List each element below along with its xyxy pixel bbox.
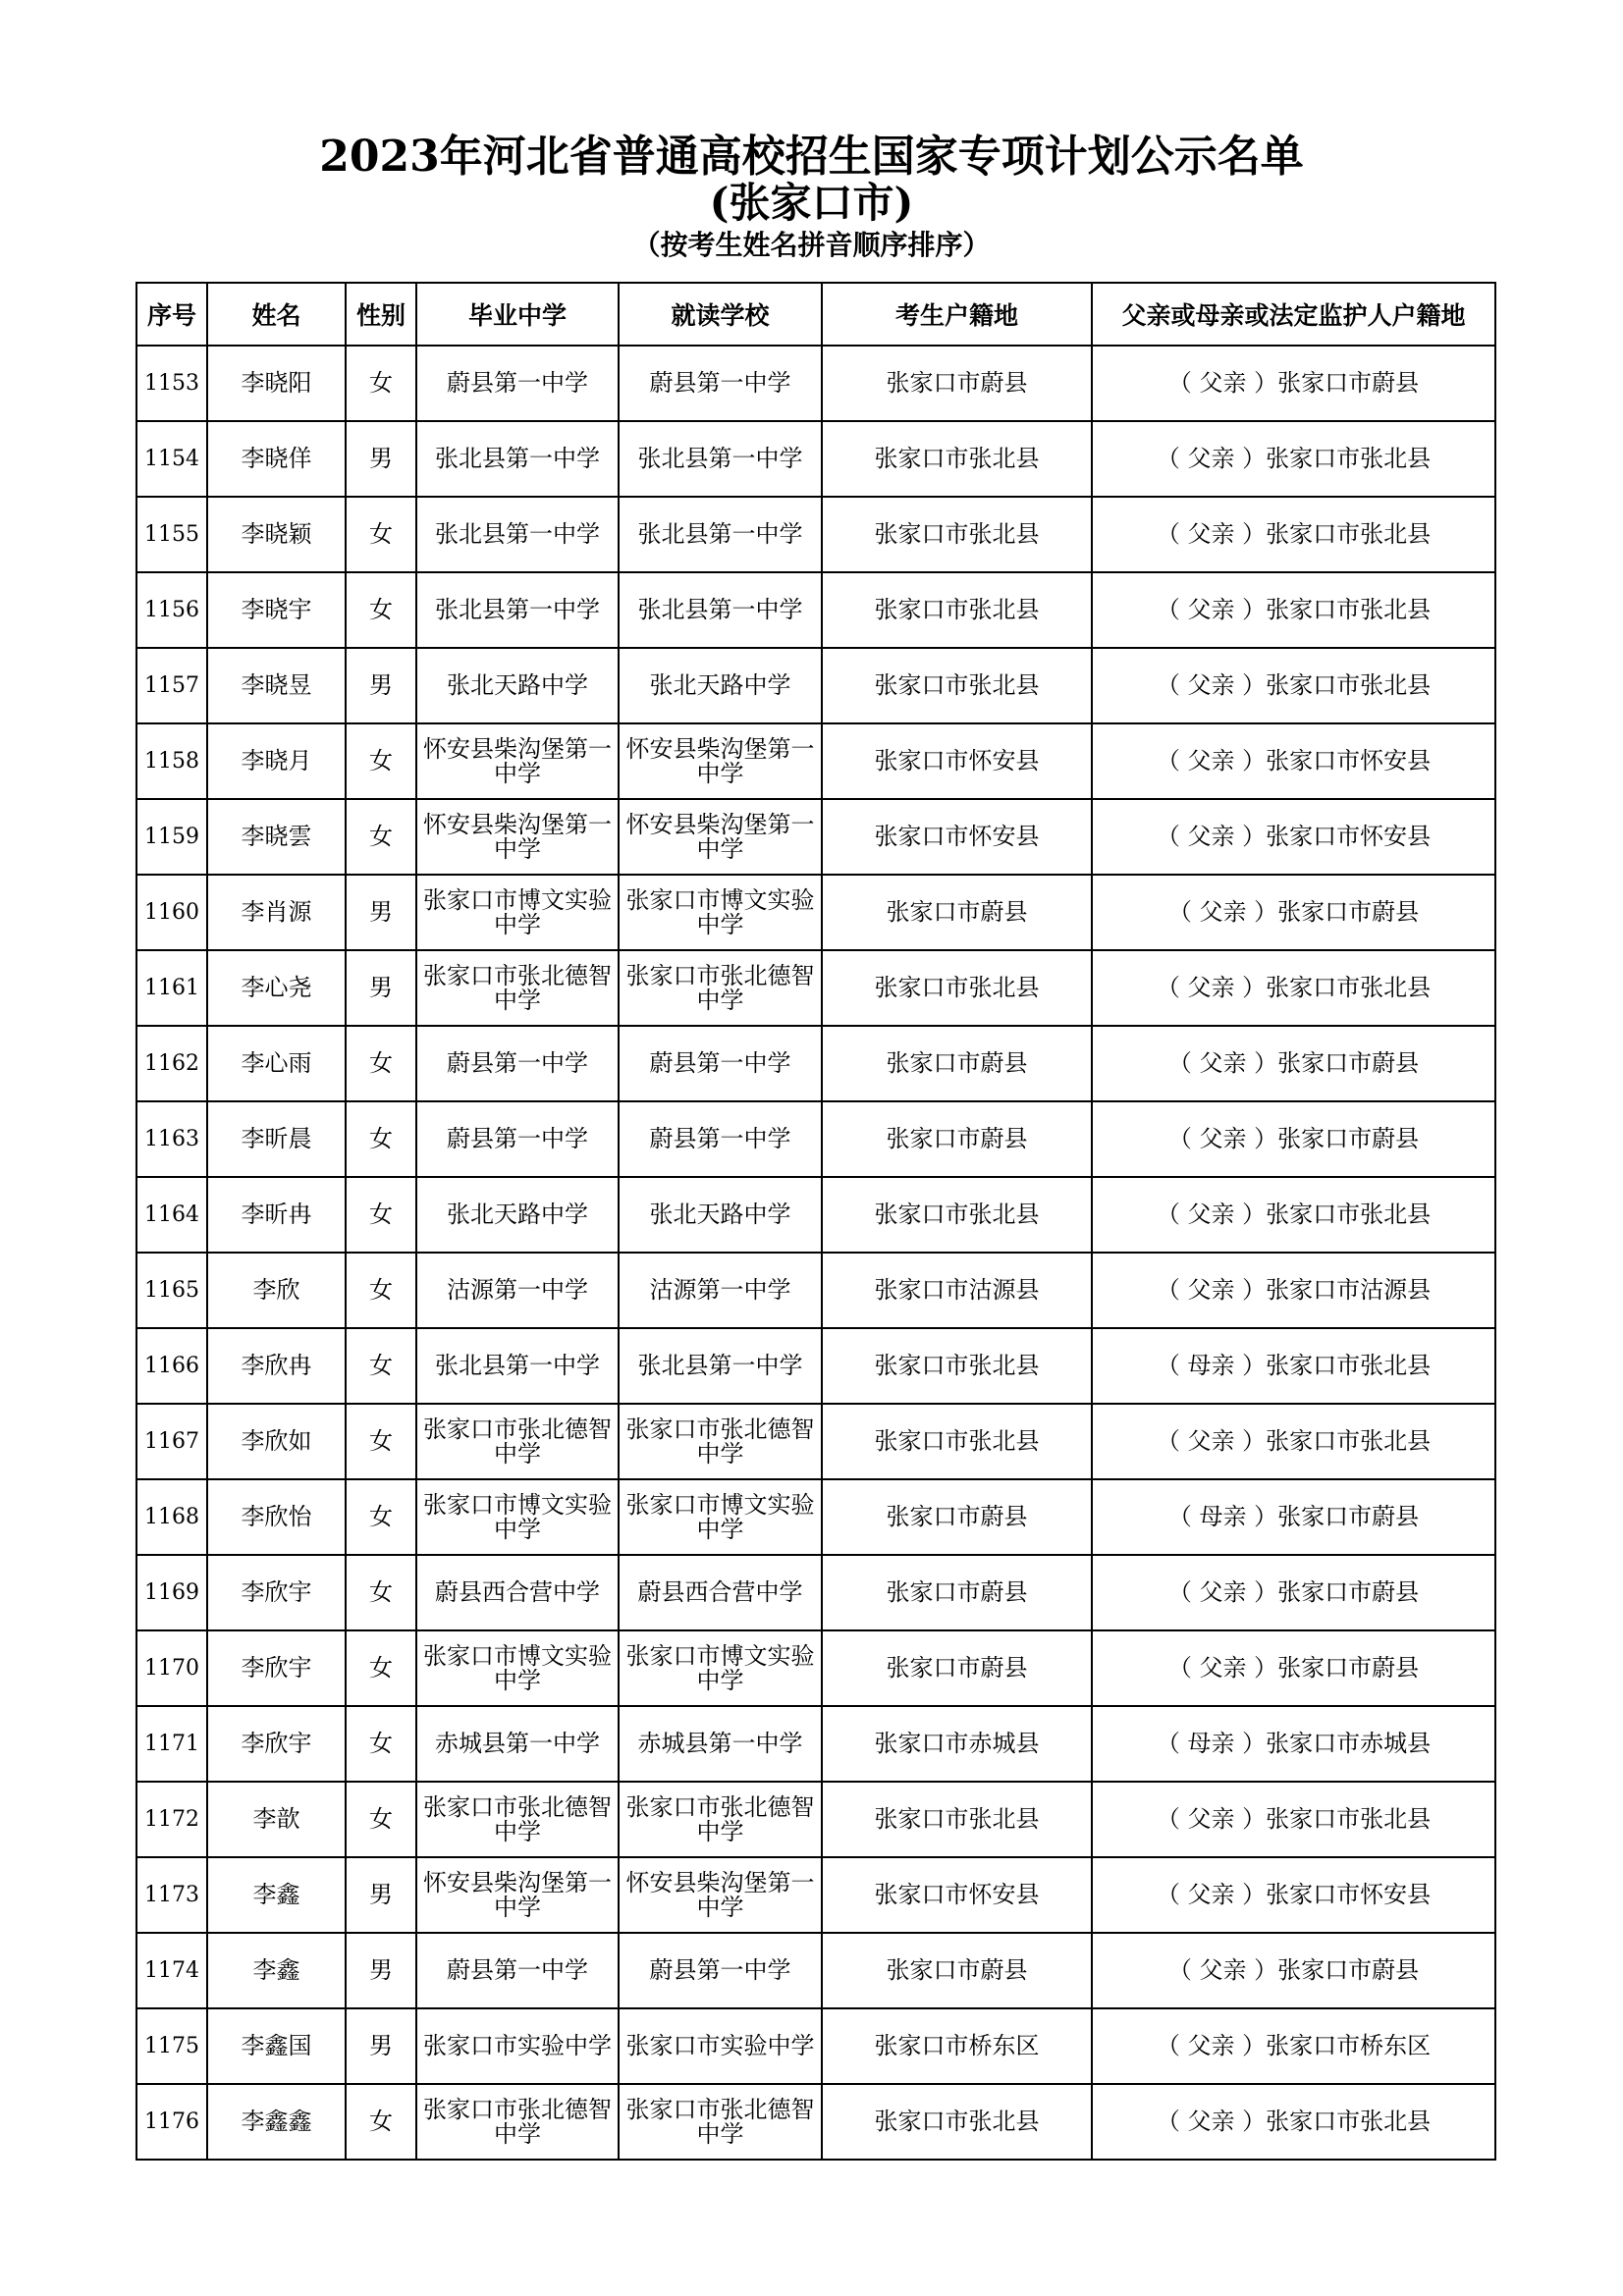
cell-gender: 女: [346, 1555, 416, 1630]
cell-current-school: 蔚县西合营中学: [619, 1555, 822, 1630]
cell-student-hukou: 张家口市张北县: [822, 1404, 1092, 1479]
cell-name: 李晓佯: [207, 421, 346, 497]
cell-name: 李晓昱: [207, 648, 346, 723]
page-subtitle: (张家口市): [709, 179, 914, 227]
table-row: [136, 1177, 1495, 1253]
cell-grad-school: 张家口市张北德智中学: [416, 2084, 619, 2160]
table-row: [136, 723, 1495, 799]
cell-gender: 女: [346, 346, 416, 421]
cell-gender: 女: [346, 1630, 416, 1706]
table-row: [136, 2084, 1495, 2160]
cell-current-school: 张家口市张北德智中学: [619, 2084, 822, 2160]
cell-name: 李鑫国: [207, 2008, 346, 2084]
cell-gender: 女: [346, 497, 416, 572]
cell-student-hukou: 张家口市蔚县: [822, 1479, 1092, 1555]
cell-gender: 男: [346, 950, 416, 1026]
cell-grad-school: 蔚县第一中学: [416, 346, 619, 421]
cell-student-hukou: 张家口市蔚县: [822, 875, 1092, 950]
cell-grad-school: 蔚县西合营中学: [416, 1555, 619, 1630]
cell-grad-school: 张北天路中学: [416, 1177, 619, 1253]
cell-student-hukou: 张家口市张北县: [822, 1328, 1092, 1404]
cell-student-hukou: 张家口市蔚县: [822, 1101, 1092, 1177]
column-header-student-hukou: 考生户籍地: [822, 283, 1092, 346]
cell-name: 李欣宇: [207, 1706, 346, 1782]
roster-table: [135, 282, 1496, 2161]
cell-guardian-hukou: （ 母亲 ）张家口市张北县: [1092, 1328, 1495, 1404]
cell-current-school: 张家口市博文实验中学: [619, 875, 822, 950]
sort-note: （按考生姓名拼音顺序排序）: [632, 229, 991, 261]
cell-name: 李欣宇: [207, 1630, 346, 1706]
cell-seq: 1158: [136, 723, 207, 799]
table-row: [136, 1706, 1495, 1782]
cell-grad-school: 张家口市博文实验中学: [416, 1630, 619, 1706]
cell-current-school: 蔚县第一中学: [619, 1933, 822, 2008]
cell-current-school: 蔚县第一中学: [619, 1101, 822, 1177]
cell-name: 李晓雲: [207, 799, 346, 875]
cell-guardian-hukou: （ 父亲 ）张家口市蔚县: [1092, 875, 1495, 950]
cell-gender: 男: [346, 2008, 416, 2084]
table-row: [136, 1782, 1495, 1857]
cell-gender: 女: [346, 723, 416, 799]
cell-gender: 女: [346, 1101, 416, 1177]
table-row: [136, 497, 1495, 572]
cell-guardian-hukou: （ 父亲 ）张家口市张北县: [1092, 950, 1495, 1026]
cell-student-hukou: 张家口市怀安县: [822, 1857, 1092, 1933]
cell-current-school: 张北县第一中学: [619, 1328, 822, 1404]
column-header-gender: 性别: [346, 283, 416, 346]
cell-current-school: 张北天路中学: [619, 1177, 822, 1253]
cell-guardian-hukou: （ 父亲 ）张家口市沽源县: [1092, 1253, 1495, 1328]
cell-student-hukou: 张家口市怀安县: [822, 799, 1092, 875]
cell-guardian-hukou: （ 父亲 ）张家口市张北县: [1092, 421, 1495, 497]
cell-grad-school: 沽源第一中学: [416, 1253, 619, 1328]
cell-student-hukou: 张家口市张北县: [822, 421, 1092, 497]
cell-name: 李心尧: [207, 950, 346, 1026]
cell-gender: 女: [346, 799, 416, 875]
cell-grad-school: 张家口市张北德智中学: [416, 1404, 619, 1479]
cell-gender: 男: [346, 1933, 416, 2008]
cell-seq: 1154: [136, 421, 207, 497]
table-row: [136, 1555, 1495, 1630]
table-row: [136, 1857, 1495, 1933]
cell-seq: 1157: [136, 648, 207, 723]
cell-gender: 女: [346, 1479, 416, 1555]
cell-gender: 男: [346, 1857, 416, 1933]
cell-grad-school: 怀安县柴沟堡第一中学: [416, 1857, 619, 1933]
cell-seq: 1156: [136, 572, 207, 648]
cell-seq: 1169: [136, 1555, 207, 1630]
cell-guardian-hukou: （ 父亲 ）张家口市张北县: [1092, 572, 1495, 648]
table-row: [136, 1026, 1495, 1101]
cell-name: 李肖源: [207, 875, 346, 950]
cell-grad-school: 怀安县柴沟堡第一中学: [416, 799, 619, 875]
cell-seq: 1175: [136, 2008, 207, 2084]
table-row: [136, 799, 1495, 875]
table-row: [136, 950, 1495, 1026]
cell-student-hukou: 张家口市张北县: [822, 950, 1092, 1026]
cell-current-school: 张家口市博文实验中学: [619, 1630, 822, 1706]
cell-current-school: 张家口市张北德智中学: [619, 950, 822, 1026]
table-row: [136, 421, 1495, 497]
cell-grad-school: 张家口市张北德智中学: [416, 1782, 619, 1857]
cell-gender: 女: [346, 1026, 416, 1101]
column-header-seq: 序号: [136, 283, 207, 346]
cell-current-school: 张北县第一中学: [619, 497, 822, 572]
cell-name: 李欣: [207, 1253, 346, 1328]
cell-name: 李晓阳: [207, 346, 346, 421]
cell-student-hukou: 张家口市张北县: [822, 572, 1092, 648]
cell-grad-school: 张家口市张北德智中学: [416, 950, 619, 1026]
cell-name: 李欣冉: [207, 1328, 346, 1404]
cell-name: 李晓月: [207, 723, 346, 799]
cell-name: 李晓颖: [207, 497, 346, 572]
cell-gender: 女: [346, 1177, 416, 1253]
cell-guardian-hukou: （ 父亲 ）张家口市蔚县: [1092, 1933, 1495, 2008]
cell-guardian-hukou: （ 母亲 ）张家口市赤城县: [1092, 1706, 1495, 1782]
cell-student-hukou: 张家口市蔚县: [822, 1933, 1092, 2008]
cell-guardian-hukou: （ 父亲 ）张家口市蔚县: [1092, 1630, 1495, 1706]
cell-current-school: 张北天路中学: [619, 648, 822, 723]
cell-gender: 女: [346, 1706, 416, 1782]
cell-guardian-hukou: （ 父亲 ）张家口市桥东区: [1092, 2008, 1495, 2084]
cell-seq: 1176: [136, 2084, 207, 2160]
cell-grad-school: 蔚县第一中学: [416, 1026, 619, 1101]
cell-name: 李昕晨: [207, 1101, 346, 1177]
table-row: [136, 1479, 1495, 1555]
cell-guardian-hukou: （ 父亲 ）张家口市张北县: [1092, 1177, 1495, 1253]
cell-guardian-hukou: （ 父亲 ）张家口市张北县: [1092, 2084, 1495, 2160]
cell-seq: 1162: [136, 1026, 207, 1101]
cell-guardian-hukou: （ 父亲 ）张家口市蔚县: [1092, 1026, 1495, 1101]
cell-current-school: 张家口市张北德智中学: [619, 1782, 822, 1857]
cell-gender: 女: [346, 572, 416, 648]
cell-student-hukou: 张家口市张北县: [822, 1782, 1092, 1857]
table-row: [136, 346, 1495, 421]
cell-grad-school: 张北天路中学: [416, 648, 619, 723]
table-row: [136, 1404, 1495, 1479]
cell-seq: 1153: [136, 346, 207, 421]
cell-seq: 1173: [136, 1857, 207, 1933]
cell-student-hukou: 张家口市蔚县: [822, 1630, 1092, 1706]
cell-current-school: 赤城县第一中学: [619, 1706, 822, 1782]
cell-current-school: 沽源第一中学: [619, 1253, 822, 1328]
cell-student-hukou: 张家口市张北县: [822, 2084, 1092, 2160]
cell-seq: 1168: [136, 1479, 207, 1555]
table-header-row: [136, 283, 1495, 346]
cell-current-school: 张家口市博文实验中学: [619, 1479, 822, 1555]
table-row: [136, 1328, 1495, 1404]
table-row: [136, 648, 1495, 723]
cell-student-hukou: 张家口市怀安县: [822, 723, 1092, 799]
cell-gender: 女: [346, 1328, 416, 1404]
cell-seq: 1172: [136, 1782, 207, 1857]
cell-student-hukou: 张家口市赤城县: [822, 1706, 1092, 1782]
cell-guardian-hukou: （ 父亲 ）张家口市蔚县: [1092, 1101, 1495, 1177]
cell-name: 李歆: [207, 1782, 346, 1857]
cell-guardian-hukou: （ 父亲 ）张家口市蔚县: [1092, 1555, 1495, 1630]
cell-grad-school: 怀安县柴沟堡第一中学: [416, 723, 619, 799]
cell-grad-school: 蔚县第一中学: [416, 1101, 619, 1177]
cell-student-hukou: 张家口市蔚县: [822, 1555, 1092, 1630]
cell-name: 李欣如: [207, 1404, 346, 1479]
cell-gender: 女: [346, 1253, 416, 1328]
column-header-guardian-hukou: 父亲或母亲或法定监护人户籍地: [1092, 283, 1495, 346]
cell-current-school: 张北县第一中学: [619, 421, 822, 497]
cell-current-school: 怀安县柴沟堡第一中学: [619, 799, 822, 875]
cell-name: 李鑫: [207, 1857, 346, 1933]
table-row: [136, 2008, 1495, 2084]
cell-student-hukou: 张家口市张北县: [822, 1177, 1092, 1253]
cell-gender: 女: [346, 2084, 416, 2160]
cell-seq: 1160: [136, 875, 207, 950]
cell-gender: 男: [346, 421, 416, 497]
cell-seq: 1166: [136, 1328, 207, 1404]
cell-name: 李晓宇: [207, 572, 346, 648]
cell-seq: 1161: [136, 950, 207, 1026]
cell-student-hukou: 张家口市张北县: [822, 648, 1092, 723]
table-row: [136, 875, 1495, 950]
cell-student-hukou: 张家口市蔚县: [822, 346, 1092, 421]
cell-gender: 女: [346, 1782, 416, 1857]
cell-gender: 男: [346, 875, 416, 950]
cell-student-hukou: 张家口市蔚县: [822, 1026, 1092, 1101]
column-header-current-school: 就读学校: [619, 283, 822, 346]
cell-seq: 1165: [136, 1253, 207, 1328]
cell-gender: 男: [346, 648, 416, 723]
cell-grad-school: 张北县第一中学: [416, 497, 619, 572]
cell-grad-school: 赤城县第一中学: [416, 1706, 619, 1782]
cell-name: 李心雨: [207, 1026, 346, 1101]
table-body: [136, 346, 1495, 2160]
cell-guardian-hukou: （ 父亲 ）张家口市张北县: [1092, 1782, 1495, 1857]
cell-grad-school: 张家口市博文实验中学: [416, 1479, 619, 1555]
cell-guardian-hukou: （ 父亲 ）张家口市怀安县: [1092, 799, 1495, 875]
cell-name: 李欣宇: [207, 1555, 346, 1630]
cell-guardian-hukou: （ 父亲 ）张家口市怀安县: [1092, 723, 1495, 799]
cell-grad-school: 张北县第一中学: [416, 572, 619, 648]
cell-guardian-hukou: （ 父亲 ）张家口市张北县: [1092, 497, 1495, 572]
cell-seq: 1170: [136, 1630, 207, 1706]
cell-current-school: 怀安县柴沟堡第一中学: [619, 1857, 822, 1933]
cell-current-school: 张家口市实验中学: [619, 2008, 822, 2084]
cell-grad-school: 蔚县第一中学: [416, 1933, 619, 2008]
table-row: [136, 1933, 1495, 2008]
cell-seq: 1164: [136, 1177, 207, 1253]
cell-name: 李欣怡: [207, 1479, 346, 1555]
cell-guardian-hukou: （ 父亲 ）张家口市张北县: [1092, 1404, 1495, 1479]
cell-student-hukou: 张家口市桥东区: [822, 2008, 1092, 2084]
page-title: 2023年河北省普通高校招生国家专项计划公示名单: [319, 132, 1304, 182]
cell-current-school: 张家口市张北德智中学: [619, 1404, 822, 1479]
cell-current-school: 蔚县第一中学: [619, 1026, 822, 1101]
table-row: [136, 572, 1495, 648]
column-header-name: 姓名: [207, 283, 346, 346]
cell-grad-school: 张家口市实验中学: [416, 2008, 619, 2084]
cell-current-school: 蔚县第一中学: [619, 346, 822, 421]
column-header-grad-school: 毕业中学: [416, 283, 619, 346]
cell-guardian-hukou: （ 父亲 ）张家口市张北县: [1092, 648, 1495, 723]
cell-seq: 1163: [136, 1101, 207, 1177]
cell-guardian-hukou: （ 父亲 ）张家口市怀安县: [1092, 1857, 1495, 1933]
cell-current-school: 怀安县柴沟堡第一中学: [619, 723, 822, 799]
table-row: [136, 1253, 1495, 1328]
cell-student-hukou: 张家口市张北县: [822, 497, 1092, 572]
cell-guardian-hukou: （ 母亲 ）张家口市蔚县: [1092, 1479, 1495, 1555]
cell-grad-school: 张北县第一中学: [416, 421, 619, 497]
cell-seq: 1171: [136, 1706, 207, 1782]
cell-gender: 女: [346, 1404, 416, 1479]
table-row: [136, 1101, 1495, 1177]
cell-seq: 1167: [136, 1404, 207, 1479]
cell-name: 李鑫鑫: [207, 2084, 346, 2160]
cell-seq: 1155: [136, 497, 207, 572]
cell-current-school: 张北县第一中学: [619, 572, 822, 648]
cell-grad-school: 张家口市博文实验中学: [416, 875, 619, 950]
cell-student-hukou: 张家口市沽源县: [822, 1253, 1092, 1328]
cell-grad-school: 张北县第一中学: [416, 1328, 619, 1404]
cell-seq: 1159: [136, 799, 207, 875]
cell-name: 李昕冉: [207, 1177, 346, 1253]
cell-name: 李鑫: [207, 1933, 346, 2008]
table-row: [136, 1630, 1495, 1706]
cell-guardian-hukou: （ 父亲 ）张家口市蔚县: [1092, 346, 1495, 421]
cell-seq: 1174: [136, 1933, 207, 2008]
